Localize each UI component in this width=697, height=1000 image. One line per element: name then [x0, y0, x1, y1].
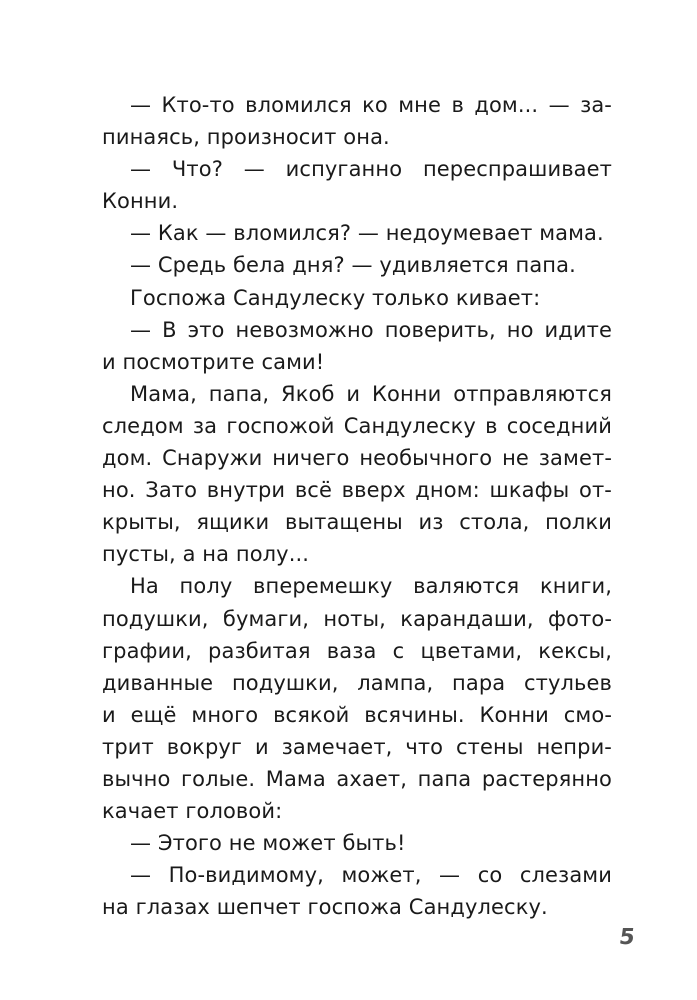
text-line: — Этого не может быть! — [130, 831, 406, 856]
text-line: на глазах шепчет госпожа Сандулеску. — [102, 895, 548, 920]
text-line: и ещё много всякой всячины. Конни смо- — [102, 702, 612, 727]
text-line: графии, разбитая ваза с цветами, кексы, — [102, 638, 612, 663]
text-line: диванные подушки, лампа, пара стульев — [102, 670, 612, 695]
text-line: пинаясь, произносит она. — [102, 125, 390, 150]
body-text — [102, 89, 612, 923]
text-line: Конни. — [102, 189, 179, 214]
text-line: Мама, папа, Якоб и Конни отправляются — [130, 381, 612, 406]
text-line: — В это невозможно поверить, но идите — [130, 317, 612, 342]
text-line: — Средь бела дня? — удивляется папа. — [130, 253, 576, 278]
text-line: — Кто-то вломился ко мне в дом... — за- — [130, 93, 612, 117]
text-line: На полу вперемешку валяются книги, — [130, 574, 612, 599]
text-line: — Что? — испуганно переспрашивает — [130, 157, 612, 182]
text-line: вычно голые. Мама ахает, папа растерянно — [102, 766, 612, 791]
page-number: 5 — [617, 925, 637, 950]
text-line: крыты, ящики вытащены из стола, полки — [102, 510, 612, 535]
text-line: дом. Снаружи ничего необычного не замет- — [102, 446, 612, 471]
text-line: и посмотрите сами! — [102, 349, 325, 374]
text-line: качает головой: — [102, 799, 283, 824]
text-line: но. Зато внутри всё вверх дном: шкафы от- — [102, 478, 612, 503]
text-line: пусты, а на полу... — [102, 542, 310, 567]
text-line: Госпожа Сандулеску только кивает: — [130, 285, 541, 310]
text-line: — Как — вломился? — недоумевает мама. — [130, 221, 604, 246]
text-line: подушки, бумаги, ноты, карандаши, фото- — [102, 606, 612, 631]
text-line: трит вокруг и замечает, что стены непри- — [102, 734, 612, 759]
text-line: следом за госпожой Сандулеску в соседний — [102, 413, 612, 438]
text-line: — По-видимому, может, — со слезами — [130, 863, 612, 888]
